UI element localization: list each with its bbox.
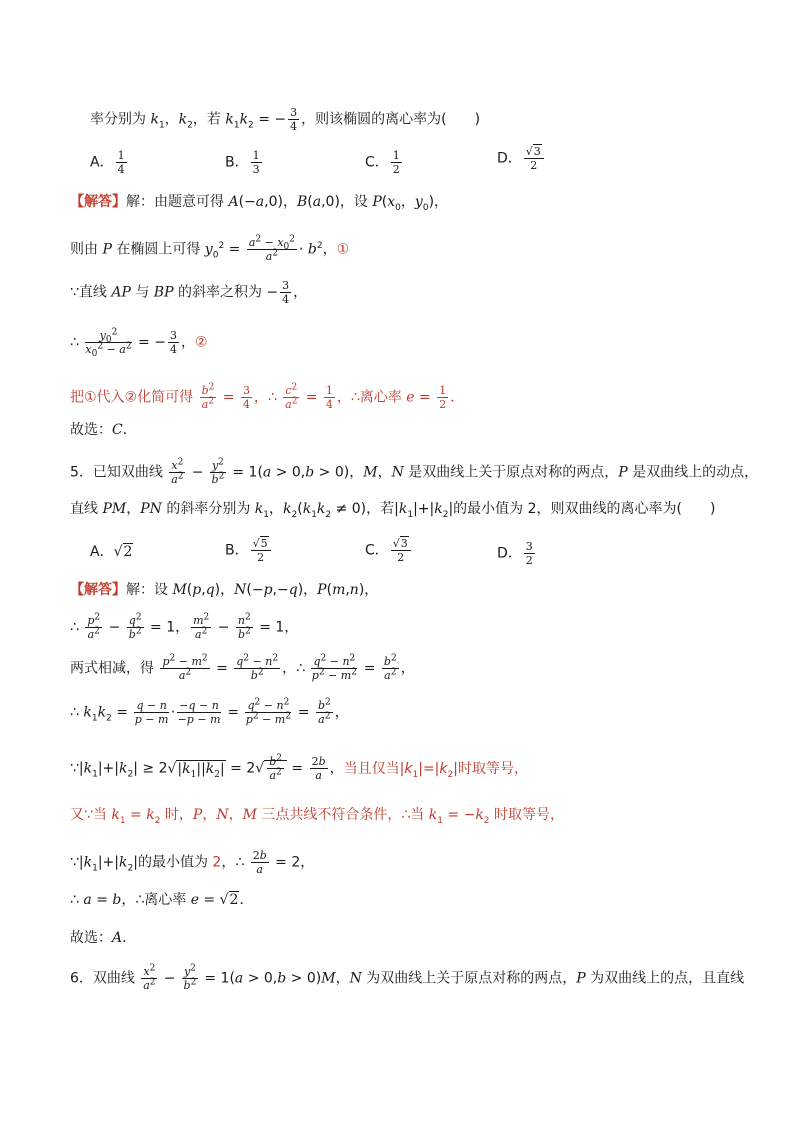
solution-5-step-7: ∴ a = b，∴离心率 e = √2． — [70, 892, 254, 908]
solution-5-step-2: 两式相减，得 $\frac{p^2 - m^2}{a^2}$ = $\frac{q^2 - n^2}{b^2}$ ，∴ $\frac{q^2 - n^2}{p^2 - m^2}$ = $\frac{b^2}{a^2}$ ， — [70, 653, 415, 682]
question-5-stem: 5．已知双曲线 $\frac{x^2}{a^2}$ − $\frac{y^2}{b^2}$ = 1(a > 0,b > 0)，M，N 是双曲线上关于原点对称的两点，P 是双曲线上的动点， — [70, 457, 759, 486]
answer-4: 故选：C． — [70, 422, 137, 438]
solution-step-3: ∴ $\frac{y_0^2}{x_0^2 - a^2}$ = − $\frac{3}{4}$ ，② — [70, 327, 208, 360]
question-5-stem-2: 直线 PM，PN 的斜率分别为 $k_1$，$k_2(k_1k_2 \ne 0)$，若$|k_1|+|k_2|$的最小值为 2，则双曲线的离心率为( ) — [70, 501, 716, 520]
option-c: C． $\frac{1}{2}$ — [365, 149, 400, 176]
option-b: B． $\frac{1}{3}$ — [225, 149, 260, 176]
solution-5-heading: 【解答】解：设 M(p,q)，N(−p,−q)，P(m,n)， — [70, 582, 379, 598]
option-b-5: B． $\frac{√5}{2}$ — [225, 538, 273, 563]
solution-step-2: ∵直线 AP 与 BP 的斜率之积为 − $\frac{3}{4}$ ， — [70, 279, 308, 306]
solution-5-step-4: $\because|k_1|+|k_2| \ge 2√|k_1||k_2| = 2√$ $\frac{b^2}{a^2}$ = $\frac{2b}{a}$ ，当且仅当$|k_1|=|k_2|$时取等号， — [70, 753, 528, 782]
option-a: A． $\frac{1}{4}$ — [90, 149, 125, 176]
option-c-5: C． $\frac{√3}{2}$ — [365, 538, 413, 563]
solution-5-step-6: $\because|k_1|+|k_2|$的最小值为 2，∴ $\frac{2b}{a}$ = 2， — [70, 849, 315, 876]
solution-5-step-5: 又∵当 $k_1 = k_2$ 时，P，N，M 三点共线不符合条件，∴当 $k_1 = -k_2$ 时取等号， — [70, 807, 564, 826]
solution-5-step-3: ∴ $k_1k_2$ = $\frac{q - n}{p - m}$ · $\frac{-q - n}{-p - m}$ = $\frac{q^2 - n^2}{p^2 - m^2}$ = $\frac{b^2}{a^2}$ ， — [70, 697, 349, 726]
option-d-5: D． $\frac{3}{2}$ — [497, 540, 533, 567]
solution-step-1: 则由 P 在椭圆上可得 $y_0^2$ = $\frac{a^2 - x_0^2}{a^2}$ · $b^2$，① — [70, 234, 350, 263]
question-6-stem: 6．双曲线 $\frac{x^2}{a^2}$ − $\frac{y^2}{b^2}$ = 1(a > 0,b > 0)M，N 为双曲线上关于原点对称的两点，P 为双曲线上的点，且直线 — [70, 963, 745, 992]
option-d: D． $\frac{√3}{2}$ — [497, 146, 546, 171]
answer-5: 故选：A． — [70, 930, 137, 946]
solution-5-step-1: ∴ $\frac{p^2}{a^2}$ − $\frac{q^2}{b^2}$ = 1， $\frac{m^2}{a^2}$ − $\frac{n^2}{b^2}$ = 1， — [70, 612, 299, 641]
question-4-continuation: 率分别为 $k_1$，$k_2$，若 $k_1k_2$ = − $\frac{3}{4}$ ，则该椭圆的离心率为( ) — [90, 106, 481, 133]
solution-step-4: 把①代入②化简可得 $\frac{b^2}{a^2}$ = $\frac{3}{4}$ ，∴ $\frac{c^2}{a^2}$ = $\frac{1}{4}$ ，∴离心率 e = $\frac{1}{2}$ ． — [70, 382, 465, 411]
solution-heading: 【解答】解：由题意可得 A(−a,0)，B(a,0)，设 $P(x_0$，$y_0$)， — [70, 194, 449, 213]
option-a-5: A．√2 — [90, 544, 133, 560]
